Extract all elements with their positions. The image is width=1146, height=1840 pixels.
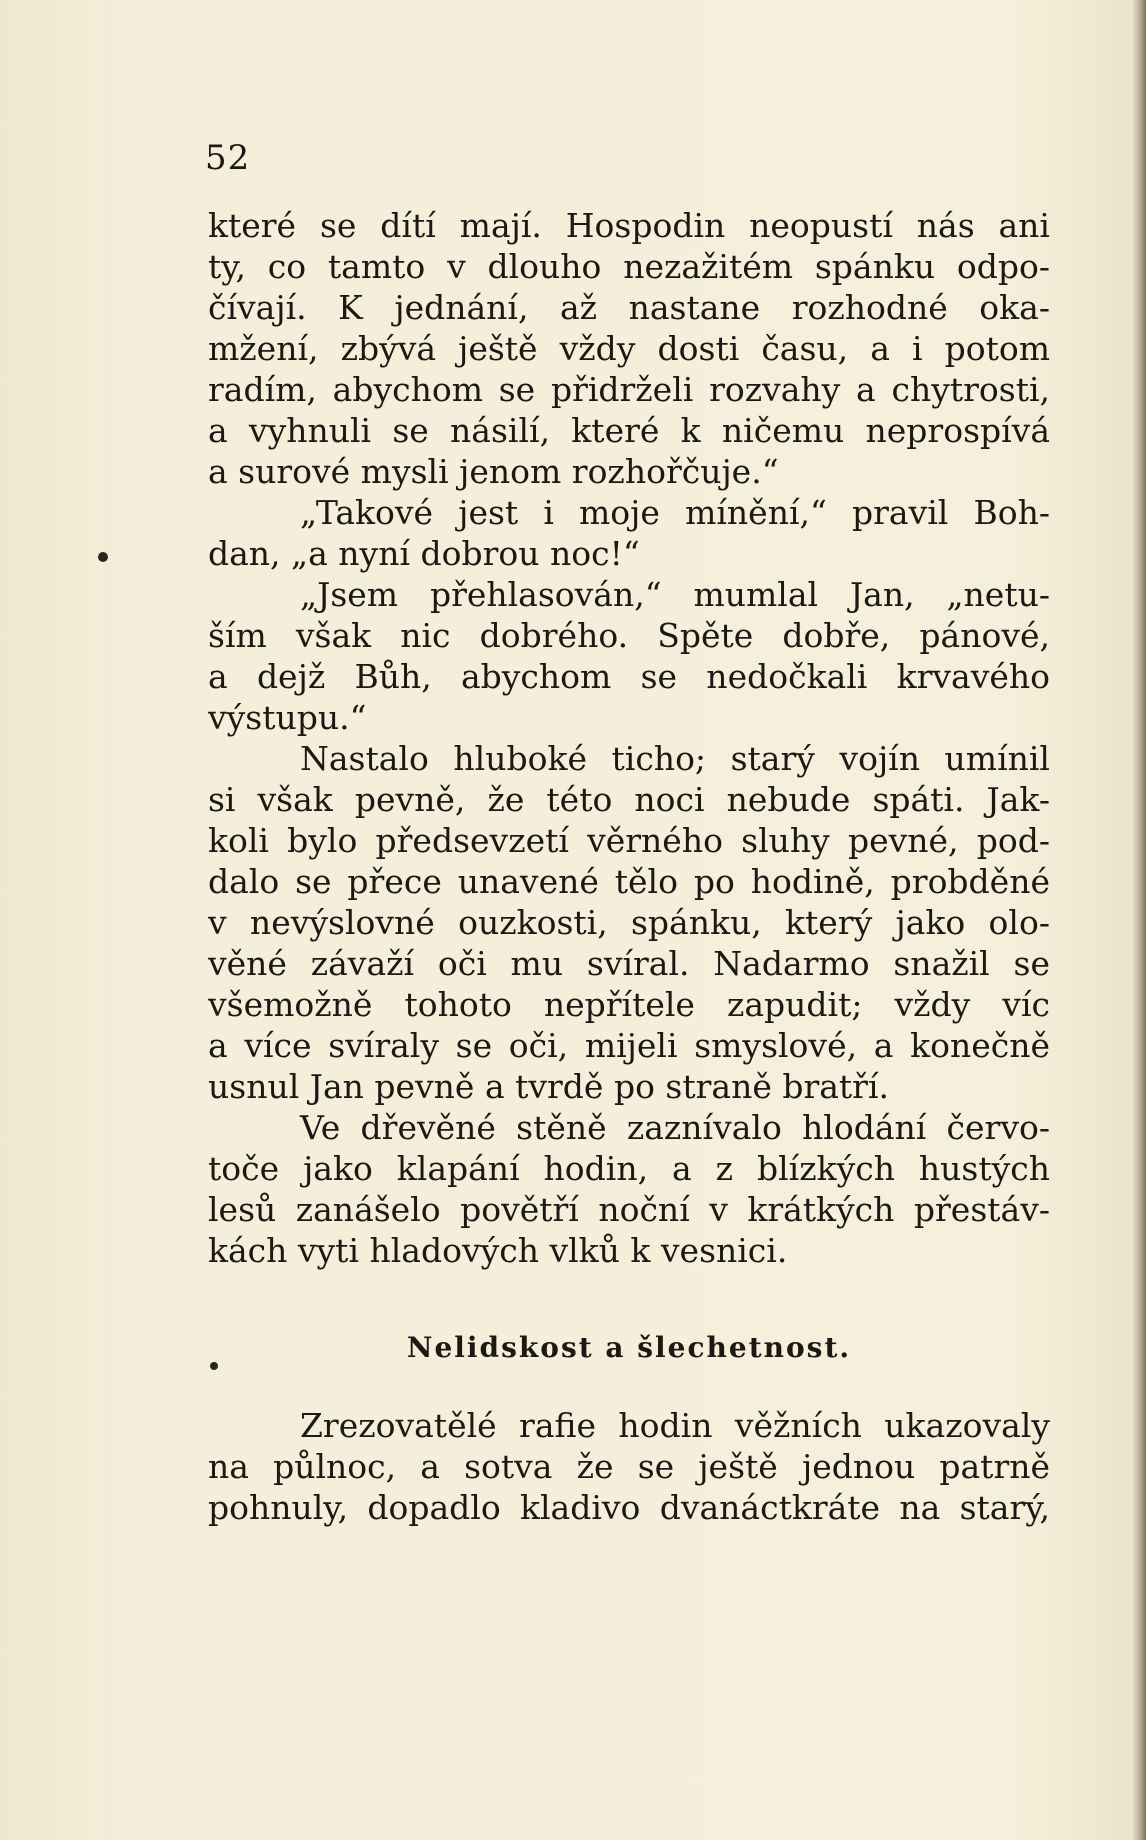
text-line: „Takové jest i moje mínění,“ pravil Boh- [300,493,1050,532]
text-line: v nevýslovné ouzkosti, spánku, který jako olo- [208,903,1050,942]
text-line: Ve dřevěné stěně zaznívalo hlodání červo- [300,1108,1050,1147]
text-line: dan, „a nyní dobrou noc!“ [208,534,640,573]
text-line: ty, co tamto v dlouho nezažitém spánku odpo- [208,247,1050,286]
text-line: všemožně tohoto nepřítele zapudit; vždy víc [208,985,1050,1024]
text-line: usnul Jan pevně a tvrdě po straně bratří. [208,1067,889,1106]
text-line: si však pevně, že této noci nebude spáti. Jak- [208,780,1050,819]
text-line: kách vyti hladových vlků k vesnici. [208,1231,788,1270]
paragraphs-before-heading [208,205,1050,1271]
text-line: a více svíraly se oči, mijeli smyslové, a konečně [208,1026,1050,1065]
paragraphs-after-heading [208,1405,1050,1528]
text-line: a vyhnuli se násilí, které k ničemu neprospívá [208,411,1050,450]
page-edge-shadow [1132,0,1146,1840]
text-line: na půlnoc, a sotva že se ještě jednou patrně [208,1447,1050,1486]
text-line: Nastalo hluboké ticho; starý vojín umínil [300,739,1050,778]
text-line: pohnuly, dopadlo kladivo dvanáctkráte na starý, [208,1488,1050,1527]
text-line: a dejž Bůh, abychom se nedočkali krvavého [208,657,1050,696]
text-line: radím, abychom se přidrželi rozvahy a chytrosti, [208,370,1050,409]
body-text [208,205,1050,1528]
text-line: čívají. K jednání, až nastane rozhodné oka- [208,288,1050,327]
text-line: výstupu.“ [208,698,367,737]
text-line: toče jako klapání hodin, a z blízkých hustých [208,1149,1050,1188]
heading-spacer [208,1371,1050,1405]
ink-speck [98,552,108,562]
section-heading: Nelidskost a šlechetnost. [406,1331,852,1364]
text-line: mžení, zbývá ještě vždy dosti času, a i potom [208,329,1050,368]
text-line: „Jsem přehlasován,“ mumlal Jan, „netu- [300,575,1050,614]
text-line: a surové mysli jenom rozhořčuje.“ [208,452,779,491]
text-line: koli bylo předsevzetí věrného sluhy pevné, pod- [208,821,1050,860]
text-line: věné závaží oči mu svíral. Nadarmo snažil se [208,944,1050,983]
ink-speck [210,1362,218,1370]
text-line: ším však nic dobrého. Spěte dobře, pánové, [208,616,1050,655]
text-line: které se dítí mají. Hospodin neopustí nás ani [208,206,1050,245]
text-line: lesů zanášelo povětří noční v krátkých přestáv- [208,1190,1050,1229]
page-number: 52 [205,138,251,178]
text-line: Zrezovatělé rafie hodin věžních ukazovaly [300,1406,1050,1445]
text-line: dalo se přece unavené tělo po hodině, probděné [208,862,1050,901]
